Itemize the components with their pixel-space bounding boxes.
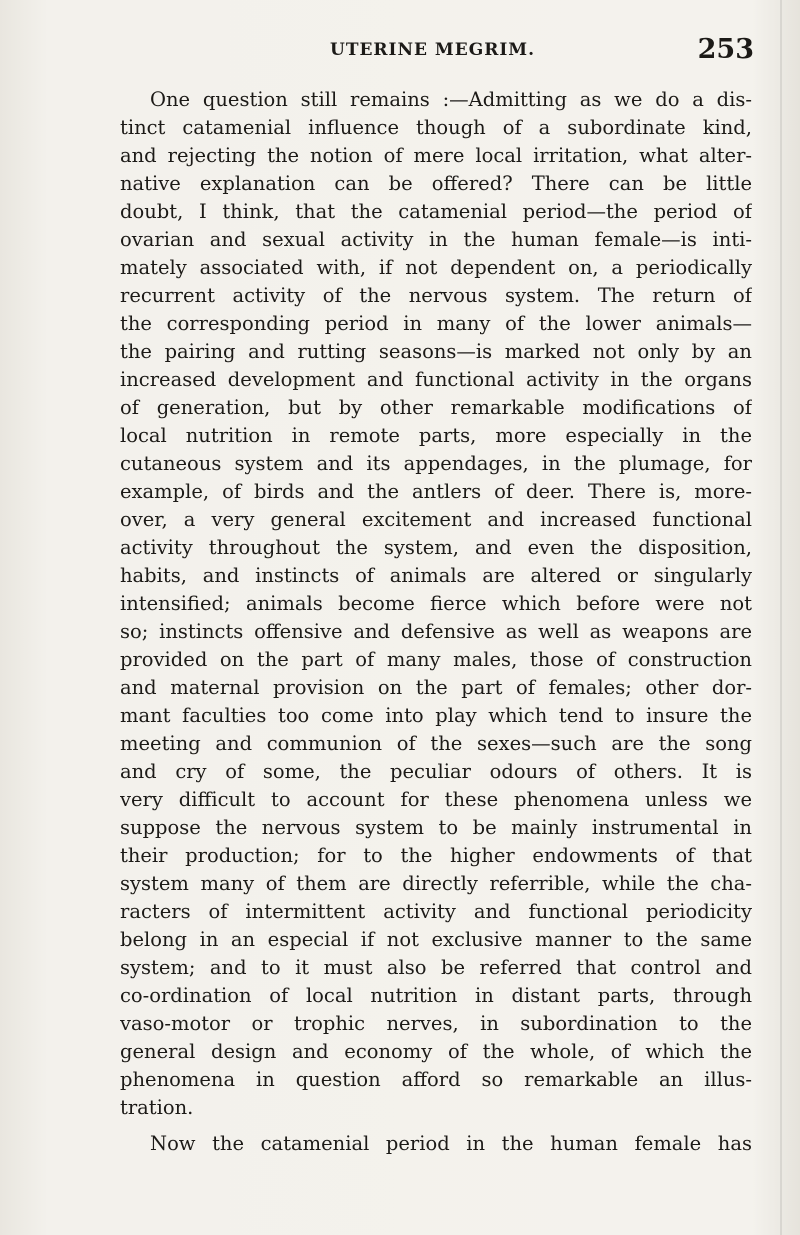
text-line: activity throughout the system, and even the disposition, [120,536,752,559]
text-line: of generation, but by other remarkable modifications of [120,396,752,419]
running-head: UTERINE MEGRIM. [330,40,536,60]
text-line: Now the catamenial period in the human female has [150,1132,752,1155]
text-line: system; and to it must also be referred that control and [120,956,752,979]
text-line: phenomena in question afford so remarkable an illus- [120,1068,752,1091]
text-line: cutaneous system and its appendages, in the plumage, for [120,452,752,475]
text-line: mant faculties too come into play which tend to insure the [120,704,752,727]
text-line: local nutrition in remote parts, more especially in the [120,424,752,447]
text-line: tinct catamenial influence though of a subordinate kind, [120,116,752,139]
text-line: very difficult to account for these phenomena unless we [120,788,752,811]
text-line: tration. [120,1096,194,1119]
page-fold-shadow [780,0,782,1235]
text-line: the pairing and rutting seasons—is marked not only by an [120,340,752,363]
text-line: intensified; animals become fierce which before were not [120,592,752,615]
text-line: habits, and instincts of animals are altered or singularly [120,564,752,587]
paragraph-1 [120,86,752,1122]
text-line: suppose the nervous system to be mainly instrumental in [120,816,752,839]
text-line: ovarian and sexual activity in the human female—is inti- [120,228,752,251]
text-line: so; instincts offensive and defensive as well as weapons are [120,620,752,643]
text-line: racters of intermittent activity and functional periodicity [120,900,752,923]
text-line: provided on the part of many males, those of construction [120,648,752,671]
text-line: and rejecting the notion of mere local irritation, what alter- [120,144,752,167]
text-line: doubt, I think, that the catamenial period—the period of [120,200,752,223]
text-line: One question still remains :—Admitting as we do a dis- [150,88,752,111]
text-line: system many of them are directly referrible, while the cha- [120,872,752,895]
page-number: 253 [697,34,754,65]
text-line: vaso-motor or trophic nerves, in subordination to the [120,1012,752,1035]
text-line: mately associated with, if not dependent on, a periodically [120,256,752,279]
text-line: and cry of some, the peculiar odours of others. It is [120,760,752,783]
text-line: general design and economy of the whole, of which the [120,1040,752,1063]
text-line: increased development and functional activity in the organs [120,368,752,391]
text-line: the corresponding period in many of the lower animals— [120,312,752,335]
paragraph-2 [120,1130,752,1158]
text-line: co-ordination of local nutrition in distant parts, through [120,984,752,1007]
text-line: recurrent activity of the nervous system. The return of [120,284,752,307]
body-text [120,86,752,1158]
text-line: native explanation can be offered? There can be little [120,172,752,195]
page-header [118,34,754,74]
text-line: belong in an especial if not exclusive manner to the same [120,928,752,951]
text-line: meeting and communion of the sexes—such are the song [120,732,752,755]
text-line: their production; for to the higher endowments of that [120,844,752,867]
text-line: and maternal provision on the part of females; other dor- [120,676,752,699]
text-line: example, of birds and the antlers of deer. There is, more- [120,480,752,503]
text-line: over, a very general excitement and increased functional [120,508,752,531]
